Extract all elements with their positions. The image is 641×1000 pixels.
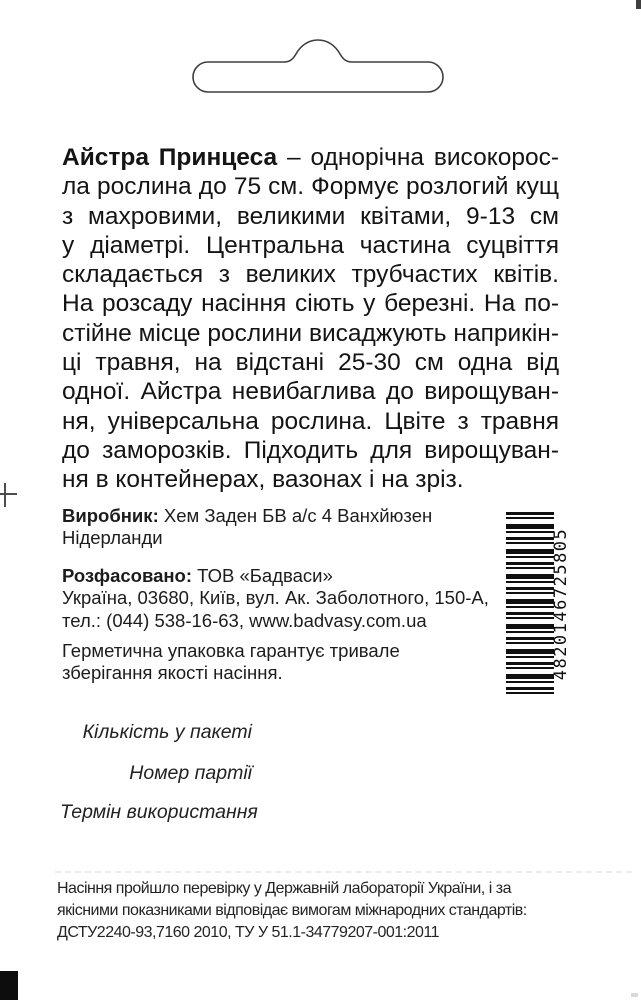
description-line: ці травня, на відстані 25-30 см одна від xyxy=(62,349,559,377)
packer-contacts: тел.: (044) 538-16-63, www.badvasy.com.ua xyxy=(62,609,427,631)
print-corner-mark xyxy=(0,971,18,1000)
producer-line xyxy=(62,505,432,527)
storage-note xyxy=(62,640,400,685)
description-line: складається з великих трубчастих квітів. xyxy=(62,261,559,289)
description-line: одної. Айстра невибаглива до вирощуван- xyxy=(62,378,559,406)
variety-description xyxy=(62,143,559,495)
registration-cross-icon xyxy=(0,493,17,495)
producer-country: Нідерланди xyxy=(62,527,163,549)
storage-note-line: Герметична упаковка гарантує тривале xyxy=(62,640,400,661)
packer-line xyxy=(62,565,489,587)
description-line xyxy=(62,143,559,172)
certification-line: ДСТУ2240-93,7160 2010, ТУ У 51.1-34779207-001:2011 xyxy=(57,924,440,941)
producer-block xyxy=(62,505,432,550)
expiry-term-label: Термін використання xyxy=(60,801,258,823)
packer-value: ТОВ «Бадваси» xyxy=(197,565,333,586)
description-line: На розсаду насіння сіють у березні. На по- xyxy=(62,290,559,318)
packer-address: Україна, 03680, Київ, вул. Ак. Заболотного, 150-А, xyxy=(62,587,489,609)
certification-text xyxy=(57,878,537,944)
description-line: до заморозків. Підходить для вирощуван- xyxy=(62,436,559,464)
packer-label: Розфасовано: xyxy=(62,565,193,586)
description-line: ня, універсальна рослина. Цвіте з травня xyxy=(62,407,559,435)
storage-note-line: зберігання якості насіння. xyxy=(62,662,283,684)
barcode-number-text: 4820146725805 xyxy=(551,527,571,680)
scan-artifact xyxy=(636,0,641,9)
hang-hole-icon xyxy=(192,37,444,95)
description-line: з махровими, великими квітами, 9-13 см xyxy=(62,202,559,230)
packer-block xyxy=(62,565,489,632)
producer-label: Виробник: xyxy=(62,505,159,526)
description-line-text: – однорічна високорос- xyxy=(287,144,559,171)
certification-line: Насіння пройшло перевірку у Державній лабораторії України, і за xyxy=(57,880,511,897)
description-line: стійне місце рослини висаджують наприкін- xyxy=(62,319,559,347)
description-line: ла рослина до 75 см. Формує розлогий кущ xyxy=(62,173,559,201)
scan-artifact xyxy=(631,993,638,997)
description-line: ня в контейнерах, вазонах і на зріз. xyxy=(62,466,464,494)
batch-number-label: Номер партії xyxy=(129,762,252,784)
barcode-number xyxy=(550,512,572,695)
variety-title: Айстра Принцеса xyxy=(62,144,278,171)
producer-value: Хем Заден БВ а/с 4 Ванхйюзен xyxy=(163,505,433,526)
registration-cross-icon xyxy=(4,483,6,507)
certification-line: якісними показниками відповідає вимогам міжнародних стандартів: xyxy=(57,902,527,919)
description-line: у діаметрі. Центральна частина суцвіття xyxy=(62,231,559,259)
quantity-in-packet-label: Кількість у пакеті xyxy=(82,721,252,743)
barcode-icon xyxy=(506,512,554,695)
separator-line xyxy=(55,871,632,873)
